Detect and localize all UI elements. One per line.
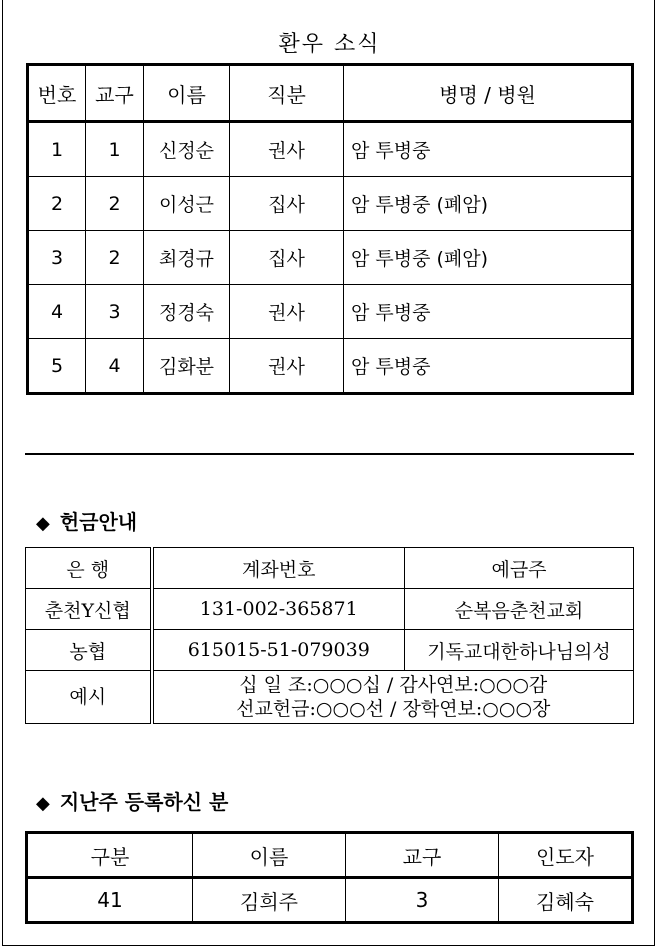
cell-position: 권사	[230, 122, 344, 177]
col-header-position: 직분	[230, 65, 344, 122]
table-row	[28, 339, 633, 394]
cell-holder: 순복음춘천교회	[405, 589, 634, 630]
table-header-row	[26, 548, 634, 589]
cell-position: 권사	[230, 339, 344, 394]
cell-district: 1	[86, 122, 144, 177]
table-row	[26, 589, 634, 630]
cell-name: 이성근	[144, 177, 230, 231]
cell-number: 3	[28, 231, 86, 285]
table-row	[28, 177, 633, 231]
cell-category: 41	[27, 878, 193, 923]
registered-heading	[36, 786, 228, 815]
col-header-illness: 병명 / 병원	[344, 65, 633, 122]
offering-heading	[36, 506, 137, 535]
cell-district: 3	[86, 285, 144, 339]
registered-table	[25, 831, 634, 924]
cell-illness: 암 투병중 (폐암)	[344, 231, 633, 285]
table-row	[28, 231, 633, 285]
diamond-icon: ◆	[36, 793, 50, 814]
cell-example-label: 예시	[26, 671, 152, 724]
col-header-guide: 인도자	[499, 833, 633, 878]
col-header-district: 교구	[346, 833, 499, 878]
cell-position: 집사	[230, 177, 344, 231]
cell-account: 615015-51-079039	[152, 630, 405, 671]
cell-name: 김화분	[144, 339, 230, 394]
table-row	[27, 878, 633, 923]
cell-illness: 암 투병중	[344, 339, 633, 394]
cell-name: 최경규	[144, 231, 230, 285]
offering-table	[25, 547, 634, 724]
example-line-1: 십 일 조:○○○십 / 감사연보:○○○감	[239, 674, 548, 696]
patients-table	[26, 63, 634, 395]
cell-district: 2	[86, 231, 144, 285]
cell-number: 5	[28, 339, 86, 394]
cell-example	[152, 671, 634, 724]
patients-title: 환우 소식	[278, 32, 381, 57]
table-header-row	[27, 833, 633, 878]
cell-district: 4	[86, 339, 144, 394]
cell-bank: 농협	[26, 630, 152, 671]
cell-number: 1	[28, 122, 86, 177]
table-row	[26, 630, 634, 671]
cell-name: 김희주	[193, 878, 346, 923]
example-line-2: 선교헌금:○○○선 / 장학연보:○○○장	[236, 698, 551, 720]
cell-illness: 암 투병중 (폐암)	[344, 177, 633, 231]
cell-district: 3	[346, 878, 499, 923]
col-header-district: 교구	[86, 65, 144, 122]
table-row	[28, 122, 633, 177]
col-header-name: 이름	[193, 833, 346, 878]
registered-heading-text: 지난주 등록하신 분	[59, 790, 229, 814]
cell-bank: 춘천Y신협	[26, 589, 152, 630]
cell-holder: 기독교대한하나님의성	[405, 630, 634, 671]
cell-name: 신정순	[144, 122, 230, 177]
section-divider	[25, 453, 634, 455]
cell-position: 권사	[230, 285, 344, 339]
cell-guide: 김혜숙	[499, 878, 633, 923]
col-header-account: 계좌번호	[152, 548, 405, 589]
cell-illness: 암 투병중	[344, 122, 633, 177]
cell-name: 정경숙	[144, 285, 230, 339]
col-header-name: 이름	[144, 65, 230, 122]
table-row	[28, 285, 633, 339]
table-header-row	[28, 65, 633, 122]
col-header-holder: 예금주	[405, 548, 634, 589]
cell-illness: 암 투병중	[344, 285, 633, 339]
cell-district: 2	[86, 177, 144, 231]
col-header-category: 구분	[27, 833, 193, 878]
offering-heading-text: 헌금안내	[59, 510, 138, 534]
cell-number: 2	[28, 177, 86, 231]
col-header-number: 번호	[28, 65, 86, 122]
table-row	[26, 671, 634, 724]
cell-number: 4	[28, 285, 86, 339]
cell-account: 131-002-365871	[152, 589, 405, 630]
diamond-icon: ◆	[36, 513, 50, 534]
col-header-bank: 은 행	[26, 548, 152, 589]
cell-position: 집사	[230, 231, 344, 285]
